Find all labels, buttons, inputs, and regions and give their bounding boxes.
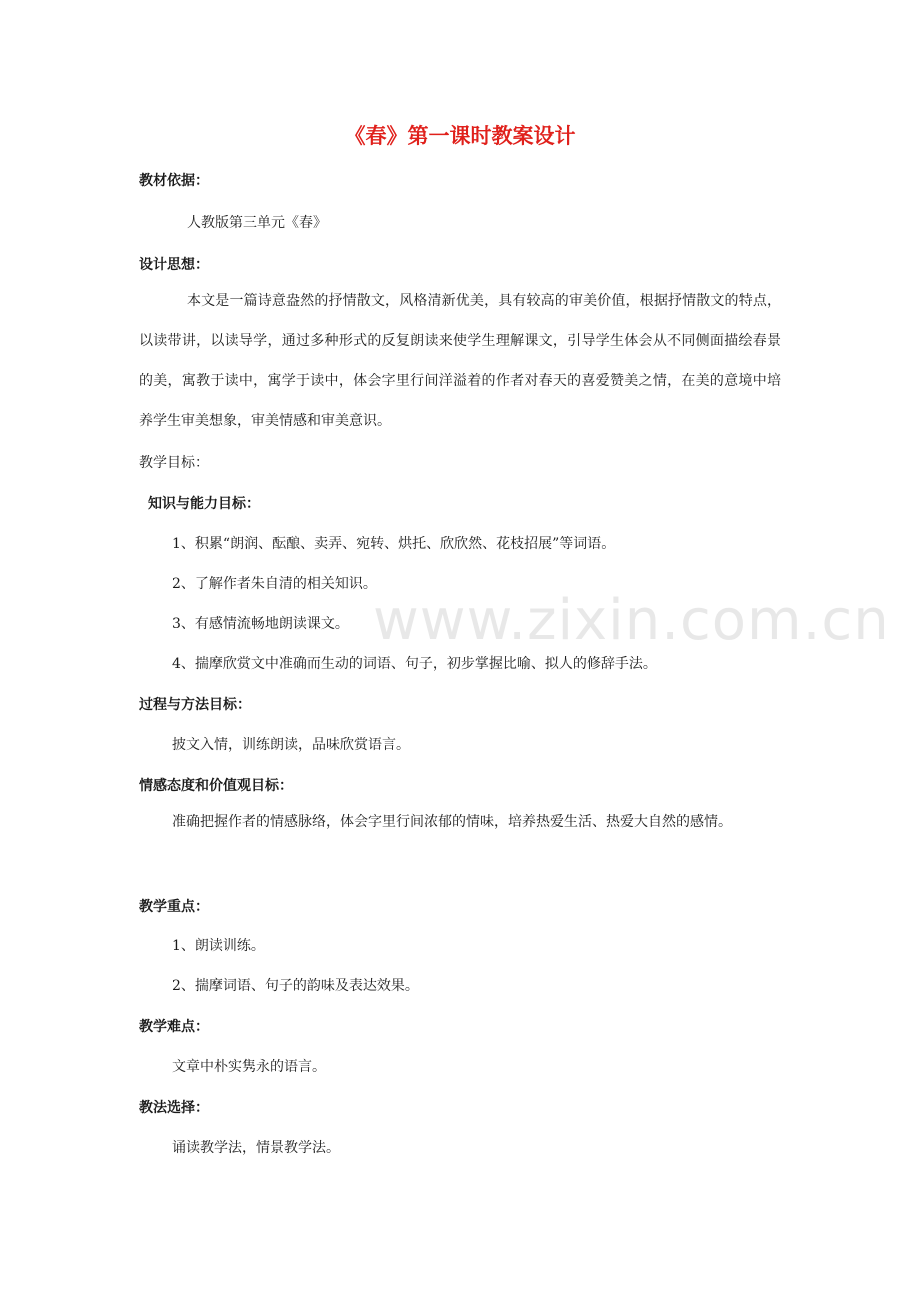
heading-method: 教法选择： (139, 1100, 209, 1116)
textbook-text: 人教版第三单元《春》 (187, 215, 327, 231)
heading-key-points: 教学重点： (139, 899, 209, 915)
goal-item-2: 2、了解作者朱自清的相关知识。 (172, 576, 377, 592)
document-title: 《春》第一课时教案设计 (344, 124, 576, 148)
emotion-paragraph: 准确把握作者的情感脉络，体会字里行间浓郁的情味，培养热爱生活、热爱大自然的感情。 (172, 814, 732, 830)
goal-item-1: 1、积累“朗润、酝酿、卖弄、宛转、烘托、欣欣然、花枝招展”等词语。 (172, 536, 616, 552)
heading-textbook: 教材依据： (139, 173, 209, 189)
goal-item-4: 4、揣摩欣赏文中准确而生动的词语、句子，初步掌握比喻、拟人的修辞手法。 (172, 656, 657, 672)
watermark: www.zixin.com.cn (373, 588, 890, 653)
key-point-2: 2、揣摩词语、句子的韵味及表达效果。 (172, 978, 419, 994)
process-text: 披文入情，训练朗读，品味欣赏语言。 (172, 737, 410, 753)
difficulty-text: 文章中朴实隽永的语言。 (172, 1059, 326, 1075)
heading-process: 过程与方法目标： (139, 697, 251, 713)
heading-emotion: 情感态度和价值观目标： (139, 778, 293, 794)
heading-difficulty: 教学难点： (139, 1019, 209, 1035)
design-paragraph: 本文是一篇诗意盎然的抒情散文，风格清新优美，具有较高的审美价值，根据抒情散文的特点，以读带讲，以读导学，通过多种形式的反复朗读来使学生理解课文，引导学生体会从不同侧面描绘春景的美，寓教于读中，寓学于读中，体会字里行间洋溢着的作者对春天的喜爱赞美之情，在美的意境中培养学生审美想象，审美情感和审美意识。 (139, 293, 781, 429)
heading-knowledge: 知识与能力目标： (148, 496, 260, 512)
method-text: 诵读教学法，情景教学法。 (172, 1140, 340, 1156)
goal-item-3: 3、有感情流畅地朗读课文。 (172, 616, 349, 632)
heading-goals: 教学目标： (139, 455, 209, 471)
heading-design: 设计思想： (139, 257, 209, 273)
key-point-1: 1、朗读训练。 (172, 938, 265, 954)
